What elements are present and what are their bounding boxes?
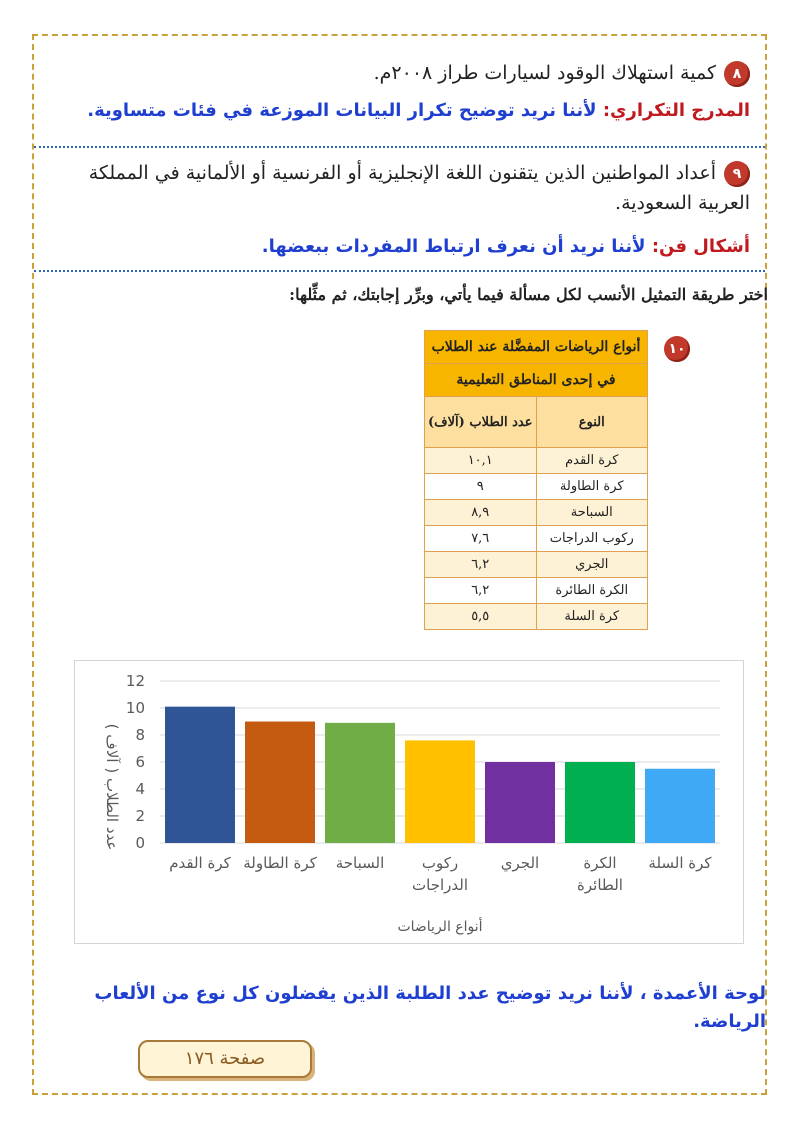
bar-chart-svg <box>75 661 743 943</box>
x-tick-label: الجري <box>500 854 540 872</box>
bar <box>645 769 715 843</box>
table-row <box>425 474 648 500</box>
bar <box>405 740 475 843</box>
table-cell-count: ٥,٥ <box>425 604 537 630</box>
bar <box>485 762 555 843</box>
table-cell-type: ركوب الدراجات <box>536 526 648 552</box>
table-cell-type: كرة السلة <box>536 604 648 630</box>
x-axis-title: أنواع الرياضات <box>397 919 483 935</box>
bar <box>245 722 315 844</box>
table-row <box>425 500 648 526</box>
table-cell-count: ٨,٩ <box>425 500 537 526</box>
table-row <box>425 604 648 630</box>
question-9-text: أعداد المواطنين الذين يتقنون اللغة الإنجليزية أو الفرنسية أو الألمانية في المملكة العربية السعودية. <box>88 162 750 214</box>
y-axis-title: عدد الطلاب ( آلاف ) <box>103 723 121 851</box>
answer-8 <box>50 100 750 121</box>
page-number-label: صفحة ١٧٦ <box>138 1040 312 1078</box>
table-row <box>425 526 648 552</box>
table-cell-count: ٩ <box>425 474 537 500</box>
question-number-badge: ٨ <box>724 61 750 87</box>
answer-9-text: لأننا نريد أن نعرف ارتباط المفردات ببعضها. <box>261 236 652 257</box>
divider <box>34 270 765 272</box>
question-number-badge: ٩ <box>724 161 750 187</box>
table-title-line1: أنواع الرياضات المفضَّلة عند الطلاب <box>425 331 648 364</box>
bar-chart <box>74 660 744 944</box>
question-9 <box>50 158 750 218</box>
table-row <box>425 552 648 578</box>
table-cell-type: كرة القدم <box>536 448 648 474</box>
question-10 <box>664 336 690 362</box>
y-tick-label: 12 <box>125 672 145 690</box>
instruction-text: اختر طريقة التمثيل الأنسب لكل مسألة فيما يأتي، وبرِّر إجابتك، ثم مثِّلها: <box>289 285 768 304</box>
answer-9 <box>50 236 750 257</box>
bar <box>325 723 395 843</box>
table-header-type: النوع <box>536 397 648 448</box>
y-tick-label: 8 <box>135 726 145 744</box>
x-tick-label: الدراجات <box>412 876 468 894</box>
y-tick-label: 6 <box>135 753 145 771</box>
table-cell-type: الكرة الطائرة <box>536 578 648 604</box>
table-cell-count: ٦,٢ <box>425 552 537 578</box>
y-tick-label: 4 <box>135 780 145 798</box>
x-tick-label: السباحة <box>335 854 385 872</box>
table-title-line2: في إحدى المناطق التعليمية <box>425 364 648 397</box>
y-tick-label: 0 <box>135 834 145 852</box>
bar <box>165 707 235 843</box>
answer-9-label: أشكال فن: <box>651 236 750 257</box>
answer-8-text: لأننا نريد توضيح تكرار البيانات الموزعة في فئات متساوية. <box>87 100 603 121</box>
x-tick-label: الكرة <box>583 854 617 872</box>
bar <box>565 762 635 843</box>
table-row <box>425 448 648 474</box>
table-cell-type: كرة الطاولة <box>536 474 648 500</box>
x-tick-label: الطائرة <box>577 876 623 894</box>
table-cell-type: الجري <box>536 552 648 578</box>
table-cell-count: ٦,٢ <box>425 578 537 604</box>
table-header-count: عدد الطلاب (آلاف) <box>425 397 537 448</box>
answer-8-label: المدرج التكراري: <box>602 100 750 121</box>
divider <box>34 146 765 148</box>
y-tick-label: 2 <box>135 807 145 825</box>
x-tick-label: كرة القدم <box>169 854 231 872</box>
table-cell-type: السباحة <box>536 500 648 526</box>
question-number-badge: ١٠ <box>664 336 690 362</box>
x-tick-label: كرة الطاولة <box>243 854 317 872</box>
x-tick-label: كرة السلة <box>648 854 712 872</box>
sports-table <box>424 330 648 630</box>
answer-10-text: لوحة الأعمدة ، لأننا نريد توضيح عدد الطلبة الذين يفضلون كل نوع من الألعاب الرياضة. <box>94 983 766 1032</box>
table-row <box>425 578 648 604</box>
table-cell-count: ٧,٦ <box>425 526 537 552</box>
table-cell-count: ١٠,١ <box>425 448 537 474</box>
question-8 <box>50 58 750 88</box>
x-tick-label: ركوب <box>421 854 459 872</box>
y-tick-label: 10 <box>125 699 145 717</box>
question-8-text: كمية استهلاك الوقود لسيارات طراز ٢٠٠٨م. <box>373 62 716 84</box>
